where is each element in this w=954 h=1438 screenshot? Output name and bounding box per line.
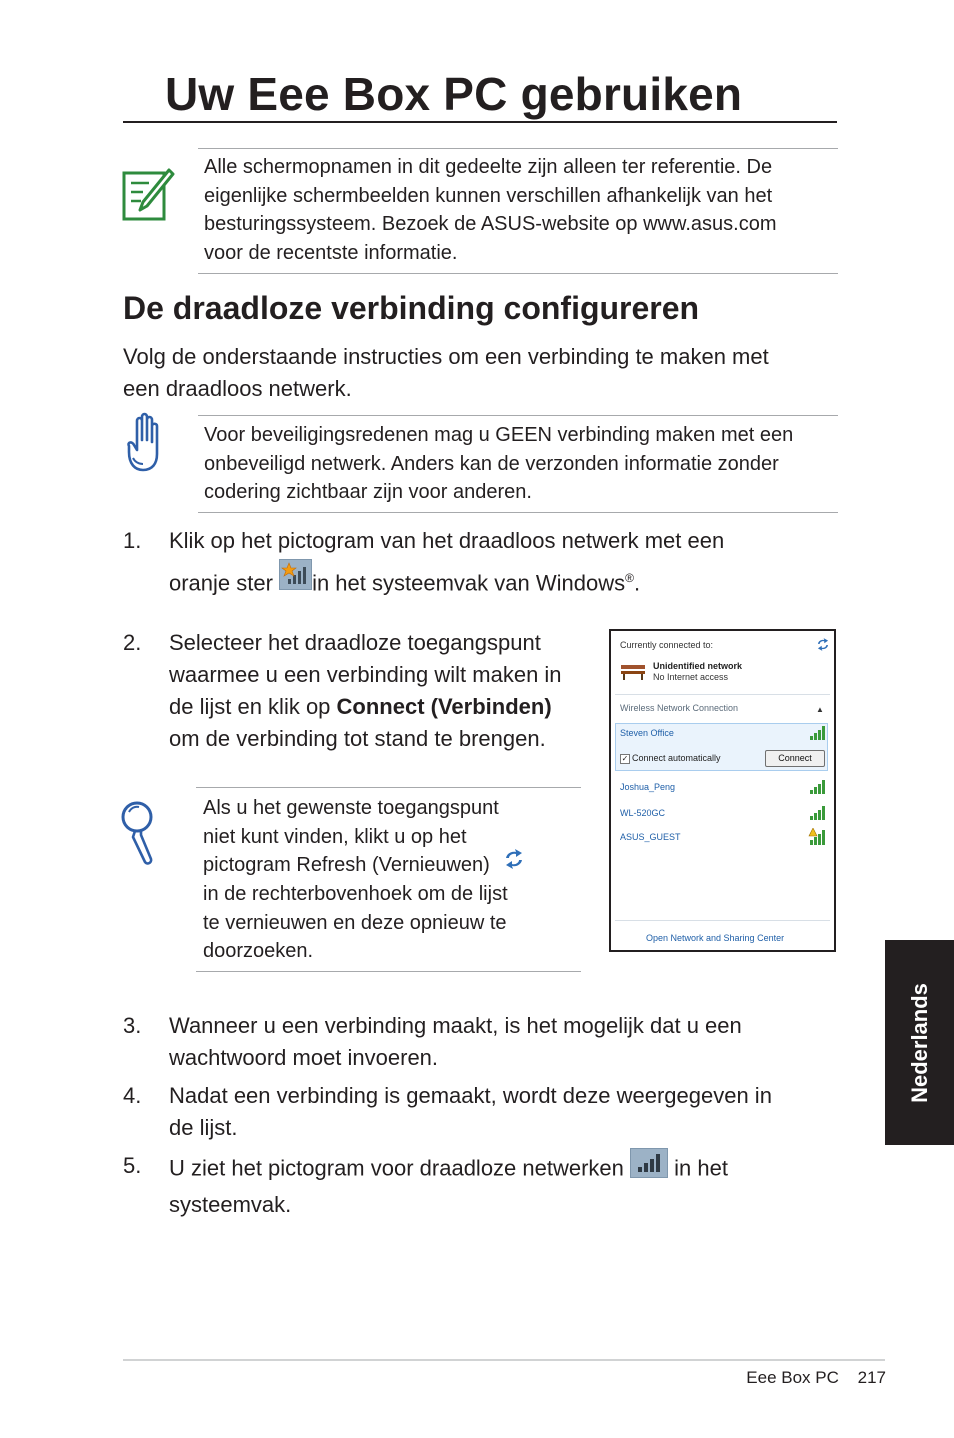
footer-divider [615, 920, 830, 921]
connect-automatically-label: Connect automatically [632, 753, 721, 763]
network-name[interactable]: Steven Office [620, 728, 674, 738]
connect-button[interactable]: Connect [765, 750, 825, 767]
step-5 [123, 1150, 837, 1216]
tip-line: niet kunt vinden, klikt u op het [203, 825, 467, 848]
page-title: Uw Eee Box PC gebruiken [165, 68, 743, 120]
note-line: besturingssysteem. Bezoek de ASUS-website op www.asus.com [204, 213, 777, 236]
note-warning [198, 415, 838, 513]
step-line-part: U ziet het pictogram voor draadloze netwerken [169, 1155, 631, 1181]
collapse-chevron-icon[interactable]: ▲ [816, 705, 824, 714]
open-network-sharing-link[interactable]: Open Network and Sharing Center [646, 933, 785, 943]
language-label: Nederlands [906, 982, 932, 1103]
section-title: De draadloze verbinding configureren [123, 290, 700, 326]
note-line: voor de recentste informatie. [204, 241, 458, 264]
note-pencil-icon [121, 166, 175, 222]
wireless-section-header[interactable]: Wireless Network Connection [620, 703, 739, 713]
section-divider [615, 694, 830, 695]
step-line: wachtwoord moet invoeren. [169, 1045, 439, 1070]
note-tip [196, 787, 581, 972]
note-line: eigenlijke schermbeelden kunnen verschillen afhankelijk van het [204, 184, 773, 207]
step-line-part: in het [668, 1155, 728, 1181]
step-text [169, 1010, 837, 1074]
connected-network-name: Unidentified network [653, 661, 743, 671]
connect-automatically-checkbox[interactable]: ✓ [621, 754, 629, 763]
step-2 [123, 627, 603, 757]
wireless-orange-star-icon [279, 559, 312, 599]
step-number: 2. [123, 630, 142, 655]
network-name[interactable]: WL-520GC [620, 808, 666, 818]
note-line: Alle schermopnamen in dit gedeelte zijn alleen ter referentie. De [204, 156, 773, 178]
step-number: 1. [123, 528, 142, 553]
step-line-part: . [633, 570, 641, 596]
intro-line: een draadloos netwerk. [123, 376, 352, 401]
tip-line: in de rechterbovenhoek om de lijst [203, 883, 508, 906]
page-footer [720, 1366, 886, 1390]
warning-line: codering zichtbaar zijn voor anderen. [204, 481, 532, 504]
tip-line: te vernieuwen en deze opnieuw te [203, 911, 507, 934]
warning-line: onbeveiligd netwerk. Anders kan de verzonden informatie zonder [204, 452, 779, 475]
note-screenshots [198, 148, 838, 274]
step-line-part: de lijst en klik op [169, 694, 337, 719]
registered-mark: ® [625, 571, 634, 585]
tip-line: doorzoeken. [203, 940, 314, 963]
refresh-icon [503, 849, 525, 878]
step-line: waarmee u een verbinding wilt maken in [169, 662, 562, 687]
step-line: Selecteer het draadloze toegangspunt [169, 630, 541, 655]
connected-network-status: No Internet access [653, 672, 729, 682]
wireless-signal-icon [630, 1148, 668, 1187]
step-text [169, 1150, 837, 1221]
signal-strength-icon [810, 726, 826, 745]
step-line: systeemvak. [169, 1192, 292, 1217]
step-line: Nadat een verbinding is gemaakt, wordt deze weergegeven in [169, 1083, 772, 1108]
step-line: de lijst. [169, 1115, 238, 1140]
step-number: 5. [123, 1153, 142, 1178]
intro-paragraph [123, 341, 837, 405]
tip-text [203, 794, 573, 966]
bench-network-icon [620, 662, 646, 685]
step-line: Klik op het pictogram van het draadloos netwerk met een [169, 528, 725, 553]
step-line [169, 691, 609, 723]
intro-line: Volg de onderstaande instructies om een verbinding te maken met [123, 344, 769, 369]
warning-text [204, 421, 834, 507]
warning-line: Voor beveiligingsredenen mag u GEEN verbinding maken met een [204, 424, 794, 446]
step-text [169, 525, 837, 605]
wireless-networks-screenshot [609, 629, 836, 952]
footer-product: Eee Box PC [746, 1368, 839, 1387]
step-line: om de verbinding tot stand te brengen. [169, 726, 546, 751]
tip-line: Als u het gewenste toegangspunt [203, 797, 499, 819]
signal-strength-icon [810, 806, 826, 825]
tip-line-part: pictogram Refresh (Vernieuwen) [203, 854, 490, 877]
step-line: Wanneer u een verbinding maakt, is het mogelijk dat u een [169, 1013, 742, 1038]
footer-divider [123, 1359, 885, 1361]
step-4 [123, 1080, 837, 1144]
language-side-tab [885, 940, 954, 1145]
step-number: 4. [123, 1083, 142, 1108]
currently-connected-label: Currently connected to: [620, 640, 714, 650]
note-screenshots-text [204, 153, 832, 267]
signal-strength-icon [810, 780, 826, 799]
tip-line [203, 851, 573, 880]
step-text [169, 627, 609, 755]
step-1 [123, 525, 837, 595]
step-3 [123, 1010, 837, 1074]
step-line-part: oranje ster [169, 570, 280, 596]
connect-label: Connect (Verbinden) [336, 694, 552, 719]
magnifier-icon [119, 800, 159, 866]
step-line-part: in het systeemvak van Windows [312, 570, 626, 596]
network-name[interactable]: ASUS_GUEST [620, 832, 681, 842]
step-text [169, 1080, 837, 1144]
step-number: 3. [123, 1013, 142, 1038]
network-name[interactable]: Joshua_Peng [620, 782, 676, 792]
hand-stop-icon [121, 412, 163, 474]
unsecured-network-icon [808, 828, 826, 851]
refresh-icon[interactable] [816, 638, 830, 656]
step-line [169, 562, 837, 605]
footer-page-number: 217 [857, 1368, 886, 1387]
step-line [169, 1150, 837, 1189]
title-divider [123, 121, 837, 123]
